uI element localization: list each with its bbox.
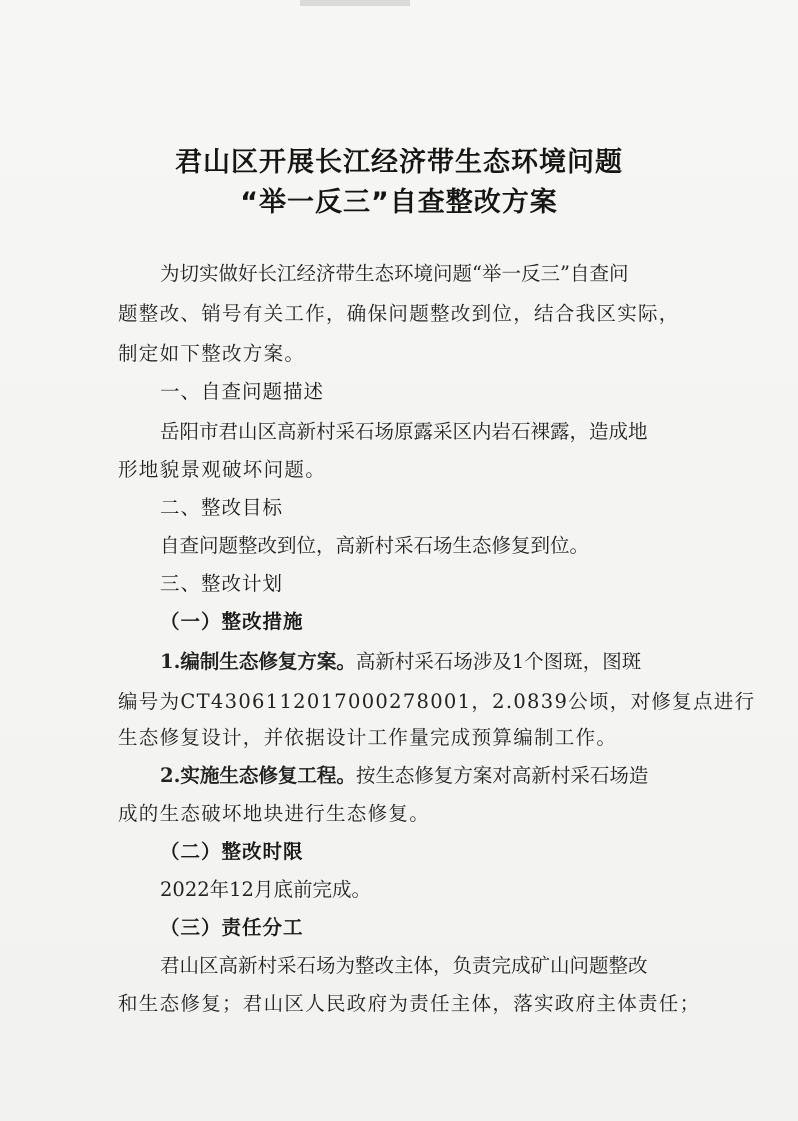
intro-line-3: 制定如下整改方案。: [118, 342, 306, 365]
subsection-1-heading: （一）整改措施: [160, 610, 304, 633]
section-1-heading: 一、自查问题描述: [160, 380, 325, 403]
measure-2-line-1: [160, 762, 648, 790]
measure-1-text: 高新村采石场涉及1个图斑，图斑: [355, 650, 642, 673]
section-2-line: 自查问题整改到位，高新村采石场生态修复到位。: [160, 534, 590, 557]
section-3-heading: 三、整改计划: [160, 572, 284, 595]
deadline-line: 2022年12月底前完成。: [160, 878, 371, 901]
section-2-heading: 二、整改目标: [160, 496, 284, 519]
measure-1-line-3: 生态修复设计，并依据设计工作量完成预算编制工作。: [118, 726, 618, 749]
measure-2-text: 按生态修复方案对高新村采石场造: [355, 764, 649, 787]
measure-1-label: 1.编制生态修复方案。: [160, 650, 356, 673]
intro-line-1: 为切实做好长江经济带生态环境问题“举一反三”自查问: [160, 262, 629, 285]
subsection-2-heading: （二）整改时限: [160, 840, 304, 863]
section-1-line-2: 形地貌景观破坏问题。: [118, 458, 327, 481]
responsibility-line-1: 君山区高新村采石场为整改主体，负责完成矿山问题整改: [160, 954, 648, 977]
measure-1-line-2: 编号为CT4306112017000278001，2.0839公顷，对修复点进行: [118, 690, 756, 713]
document-title-line-2: “举一反三”自查整改方案: [240, 187, 558, 218]
responsibility-line-2: 和生态修复；君山区人民政府为责任主体，落实政府主体责任；: [118, 992, 701, 1015]
measure-2-label: 2.实施生态修复工程。: [160, 764, 356, 787]
measure-1-line-1: [160, 648, 641, 676]
section-1-line-1: 岳阳市君山区高新村采石场原露采区内岩石裸露，造成地: [160, 420, 648, 443]
measure-2-line-2: 成的生态破坏地块进行生态修复。: [118, 802, 431, 825]
document-title-line-1: 君山区开展长江经济带生态环境问题: [175, 147, 623, 178]
intro-line-2: 题整改、销号有关工作，确保问题整改到位，结合我区实际，: [118, 302, 680, 325]
subsection-3-heading: （三）责任分工: [160, 916, 304, 939]
scan-edge-mark: [300, 0, 410, 6]
